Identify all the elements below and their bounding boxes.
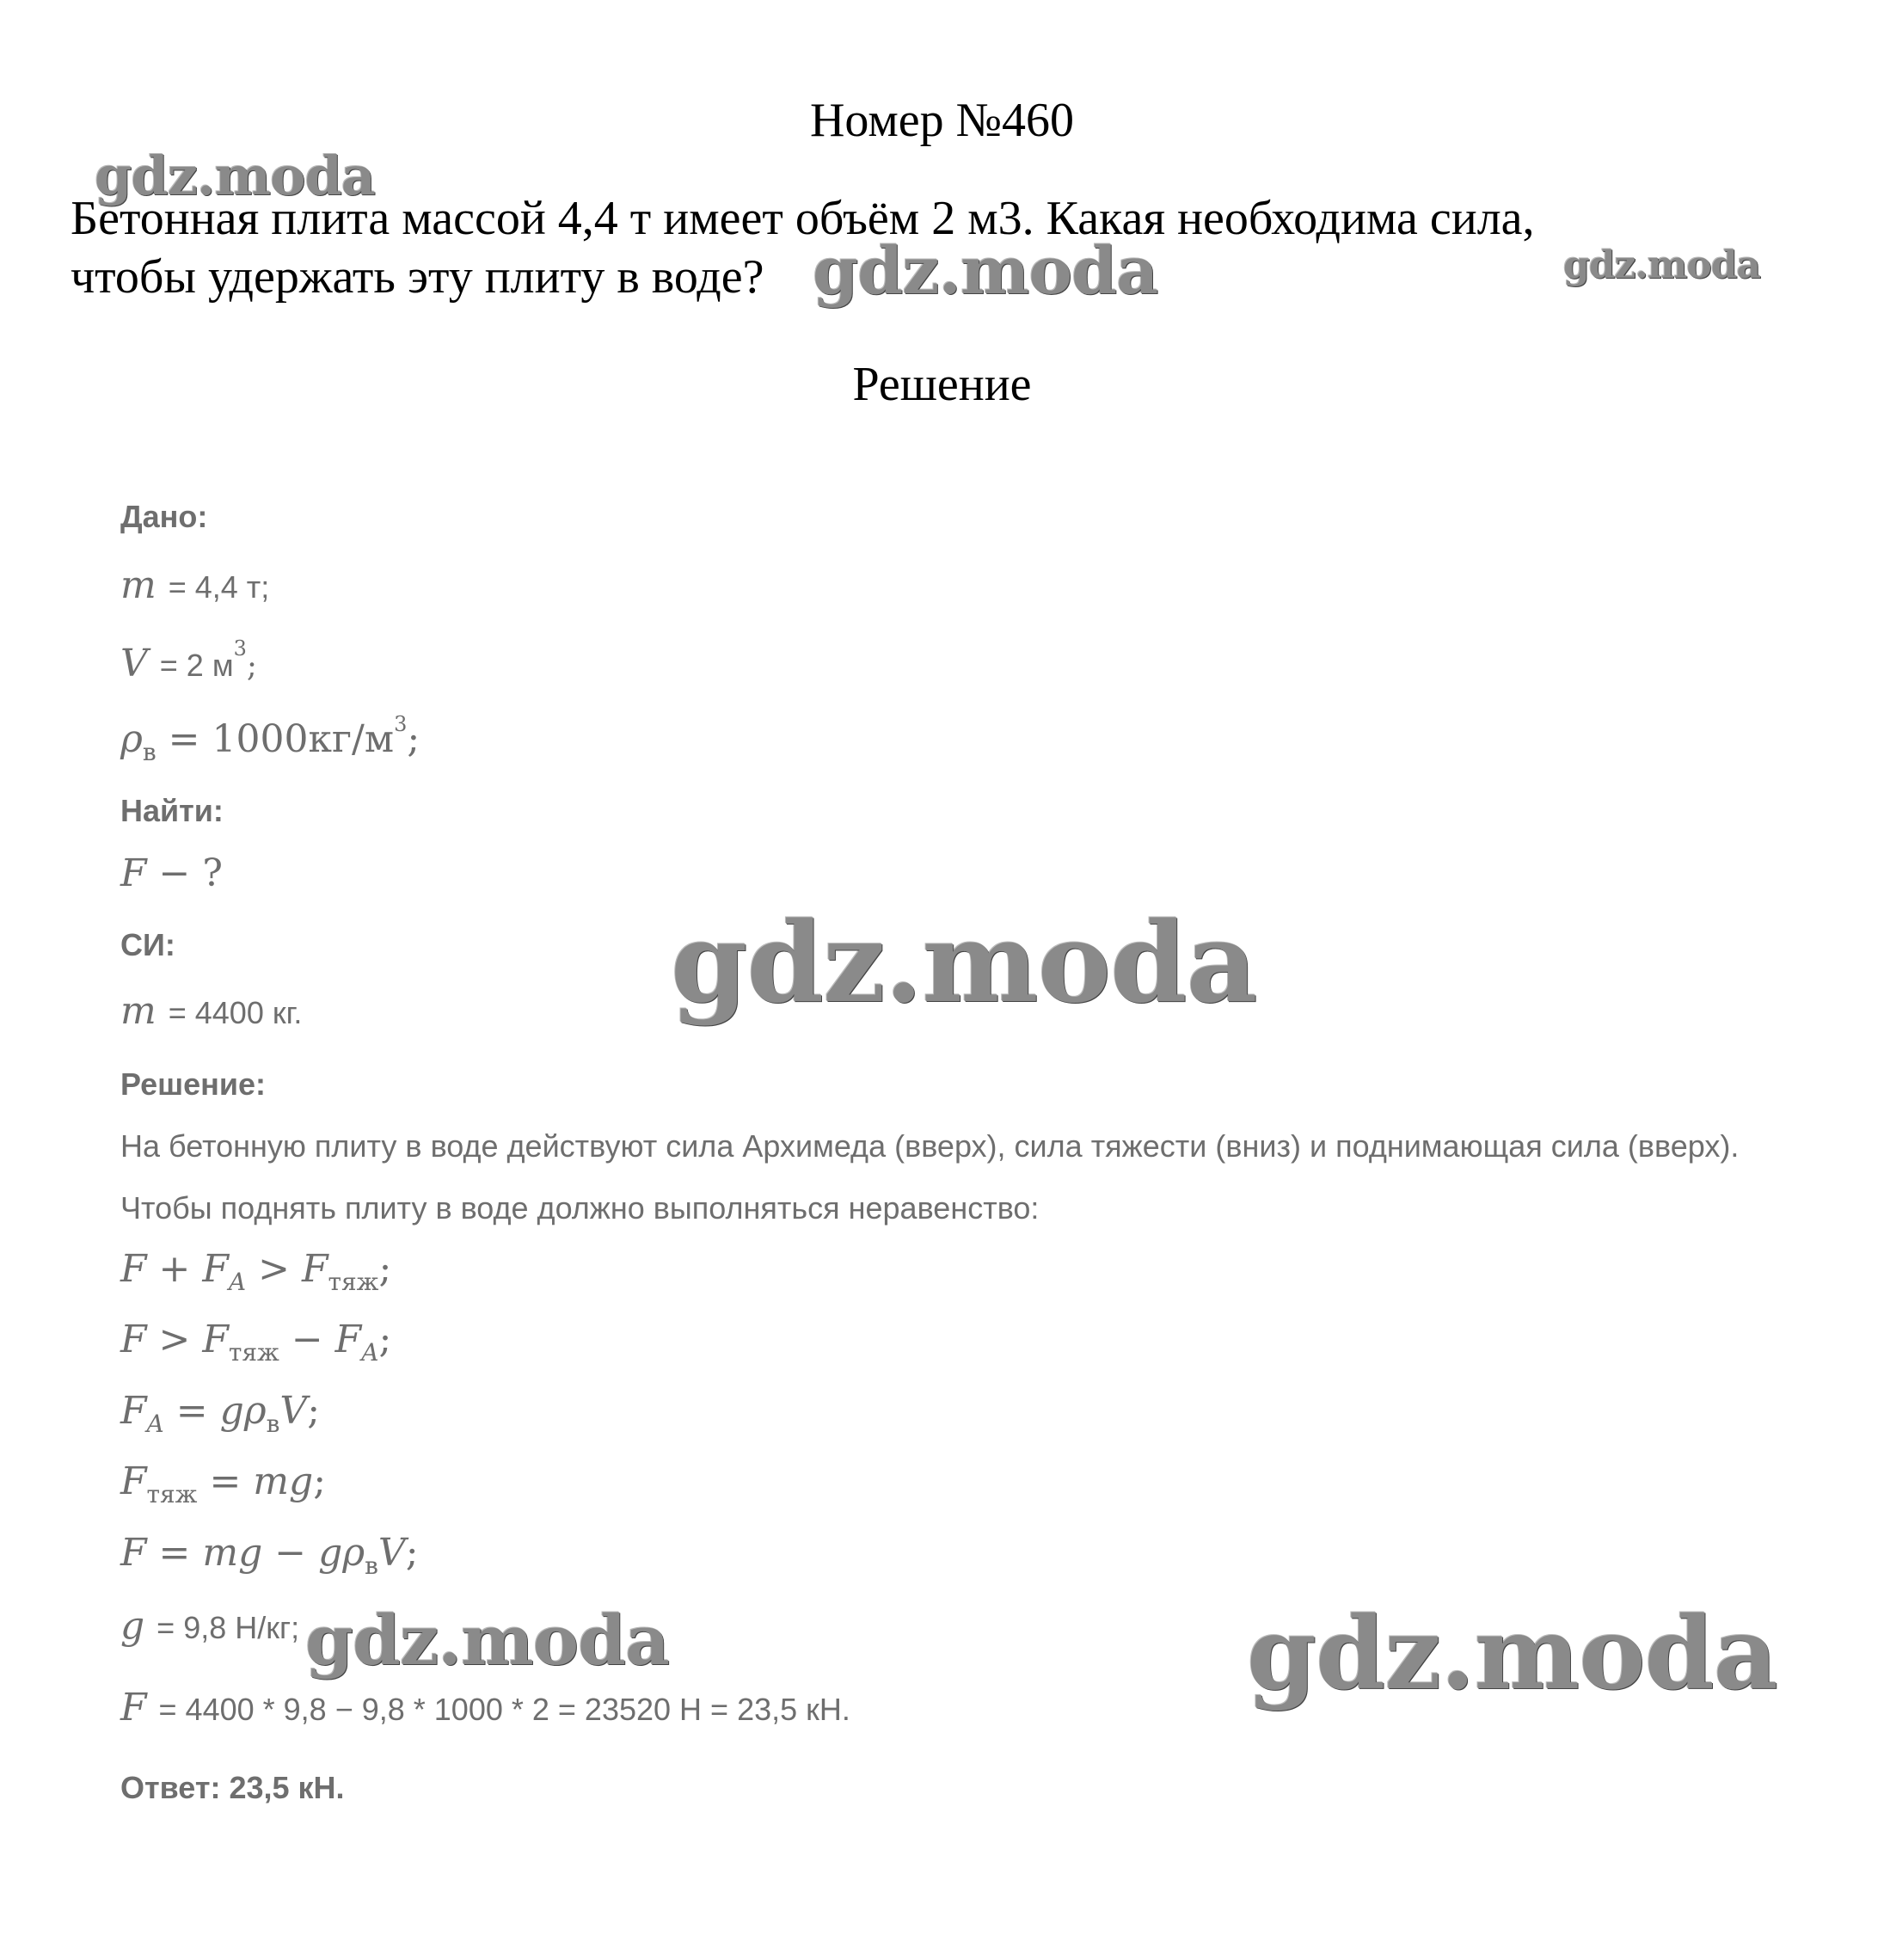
final-calculation: F = 4400 * 9,8 − 9,8 * 1000 * 2 = 23520 Н = 23,5 кН. bbox=[120, 1686, 850, 1730]
given-g: g = 9,8 Н/кг; bbox=[120, 1604, 300, 1648]
solution-text-1: На бетонную плиту в воде действуют сила Архимеда (вверх), сила тяжести (вниз) и поднимающая сила (вверх). bbox=[120, 1128, 1740, 1164]
given-volume: V = 2 $м^3$; bbox=[120, 636, 258, 685]
watermark: gdz.moda bbox=[813, 232, 1158, 309]
find-value: F − ? bbox=[120, 851, 223, 895]
watermark: gdz.moda bbox=[1247, 1595, 1777, 1712]
given-heading: Дано: bbox=[120, 499, 208, 534]
given-density: $\rho_в = 1000кг/м^3$; bbox=[120, 712, 420, 766]
answer: Ответ: 23,5 кН. bbox=[120, 1770, 345, 1805]
equation-archimedes: $F_A = g\rho_вV$; bbox=[120, 1389, 321, 1438]
watermark: gdz.moda bbox=[671, 899, 1257, 1028]
watermark: gdz.moda bbox=[305, 1600, 669, 1680]
solution-text-2: Чтобы поднять плиту в воде должно выполняться неравенство: bbox=[120, 1190, 1040, 1226]
equation-inequality: $F + F_A > F_{тяж}$; bbox=[120, 1247, 392, 1296]
problem-line-2: чтобы удержать эту плиту в воде? bbox=[71, 250, 764, 304]
given-mass: m = 4,4 т; bbox=[120, 563, 270, 607]
problem-line-1: Бетонная плита массой 4,4 т имеет объём 2 м3. Какая необходима сила, bbox=[71, 192, 1535, 245]
si-heading: СИ: bbox=[120, 927, 175, 962]
page-title: Номер №460 bbox=[809, 94, 1075, 147]
equation-force-bound: $F > F_{тяж} - F_A$; bbox=[120, 1318, 392, 1367]
equation-gravity: $F_{тяж}$ = mg; bbox=[120, 1459, 327, 1508]
watermark: gdz.moda bbox=[1563, 243, 1761, 287]
find-heading: Найти: bbox=[120, 793, 224, 828]
equation-force: F = mg − $g\rho_вV$; bbox=[120, 1531, 419, 1580]
solution-title: Решение bbox=[852, 358, 1032, 411]
watermark: gdz.moda bbox=[95, 144, 375, 207]
si-mass: m = 4400 кг. bbox=[120, 989, 303, 1033]
solution-heading: Решение: bbox=[120, 1066, 267, 1102]
